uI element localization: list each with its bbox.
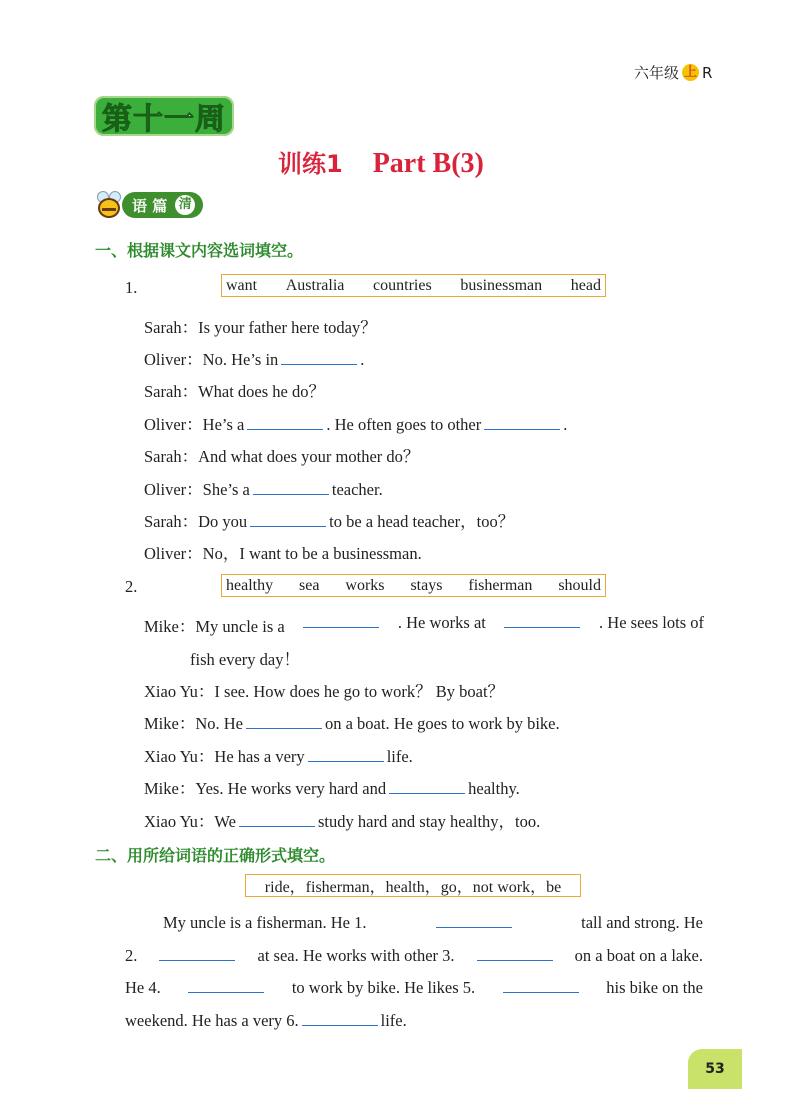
title-en: Part B(3) <box>372 148 484 179</box>
answer-blank[interactable] <box>253 480 329 495</box>
answer-blank[interactable] <box>503 978 579 993</box>
page-number: 53 <box>688 1049 742 1089</box>
q2-word-box <box>221 574 606 597</box>
q2-number: 2. <box>125 577 138 596</box>
answer-blank[interactable] <box>159 946 235 961</box>
passage-line: weekend. He has a very 6. life. <box>125 1011 407 1030</box>
dialogue-line: Oliver：No. He’s in . <box>144 350 365 369</box>
dialogue-line: Mike：No. He on a boat. He goes to work by bike. <box>144 714 560 733</box>
part2-heading: 二、用所给词语的正确形式填空。 <box>95 846 336 865</box>
passage-line: 2. at sea. He works with other 3. on a boat on a lake. <box>125 946 703 965</box>
word-option: want <box>226 276 258 294</box>
word-option: countries <box>373 276 432 294</box>
dialogue-line: Oliver：No，I want to be a businessman. <box>144 544 422 563</box>
answer-blank[interactable] <box>239 812 315 827</box>
answer-blank[interactable] <box>477 946 553 961</box>
word-option: works <box>345 576 385 594</box>
answer-blank[interactable] <box>281 350 357 365</box>
dialogue-line: fish every day！ <box>190 650 300 669</box>
page-title <box>278 144 484 180</box>
q1-word-box <box>221 274 606 297</box>
word-list: ride，fisherman，health，go，not work，be <box>264 879 562 896</box>
answer-blank[interactable] <box>436 913 512 928</box>
bee-icon <box>94 190 124 220</box>
answer-blank[interactable] <box>308 747 384 762</box>
week-badge: 第十一周 <box>94 96 234 136</box>
answer-blank[interactable] <box>504 613 580 628</box>
section-tag-badge: 清 <box>175 195 195 215</box>
answer-blank[interactable] <box>246 714 322 729</box>
grade-label <box>634 62 712 83</box>
dialogue-line: Sarah：Do you to be a head teacher，too？ <box>144 512 515 531</box>
grade-text: 六年级 <box>634 64 680 82</box>
word-option: head <box>570 276 601 294</box>
dialogue-line: Xiao Yu：I see. How does he go to work？ By boat？ <box>144 682 505 701</box>
word-option: should <box>558 576 601 594</box>
word-option: stays <box>410 576 443 594</box>
section-tag-pill <box>122 192 203 218</box>
dialogue-line: Sarah：And what does your mother do？ <box>144 447 420 466</box>
word-option: healthy <box>226 576 274 594</box>
answer-blank[interactable] <box>389 779 465 794</box>
dialogue-line: Xiao Yu：We study hard and stay healthy，too. <box>144 812 541 831</box>
answer-blank[interactable] <box>303 613 379 628</box>
word-option: sea <box>299 576 320 594</box>
answer-blank[interactable] <box>484 415 560 430</box>
answer-blank[interactable] <box>247 415 323 430</box>
answer-blank[interactable] <box>188 978 264 993</box>
section-tag-label: 语 篇 <box>132 196 168 215</box>
section-tag <box>94 190 203 220</box>
passage-line: My uncle is a fisherman. He 1. tall and strong. He <box>163 913 703 932</box>
dialogue-line: Xiao Yu：He has a very life. <box>144 747 413 766</box>
answer-blank[interactable] <box>302 1011 378 1026</box>
dialogue-line: Sarah：Is your father here today？ <box>144 318 377 337</box>
dialogue-line: Oliver：She’s a teacher. <box>144 480 383 499</box>
dialogue-line: Mike：My uncle is a . He works at . He sees lots of <box>144 613 704 636</box>
word-option: fisherman <box>468 576 533 594</box>
title-cn: 训练1 <box>278 150 343 178</box>
edition-letter: R <box>702 63 713 82</box>
dialogue-line: Mike：Yes. He works very hard and healthy. <box>144 779 520 798</box>
passage-line: He 4. to work by bike. He likes 5. his bike on the <box>125 978 703 997</box>
semester-badge: 上 <box>684 65 698 80</box>
answer-blank[interactable] <box>250 512 326 527</box>
dialogue-line: Sarah：What does he do？ <box>144 382 325 401</box>
word-option: businessman <box>460 276 543 294</box>
q1-number: 1. <box>125 278 138 297</box>
part2-word-box <box>245 874 581 897</box>
part1-heading: 一、根据课文内容选词填空。 <box>95 241 304 260</box>
word-option: Australia <box>285 276 345 294</box>
dialogue-line: Oliver：He’s a . He often goes to other . <box>144 415 568 434</box>
